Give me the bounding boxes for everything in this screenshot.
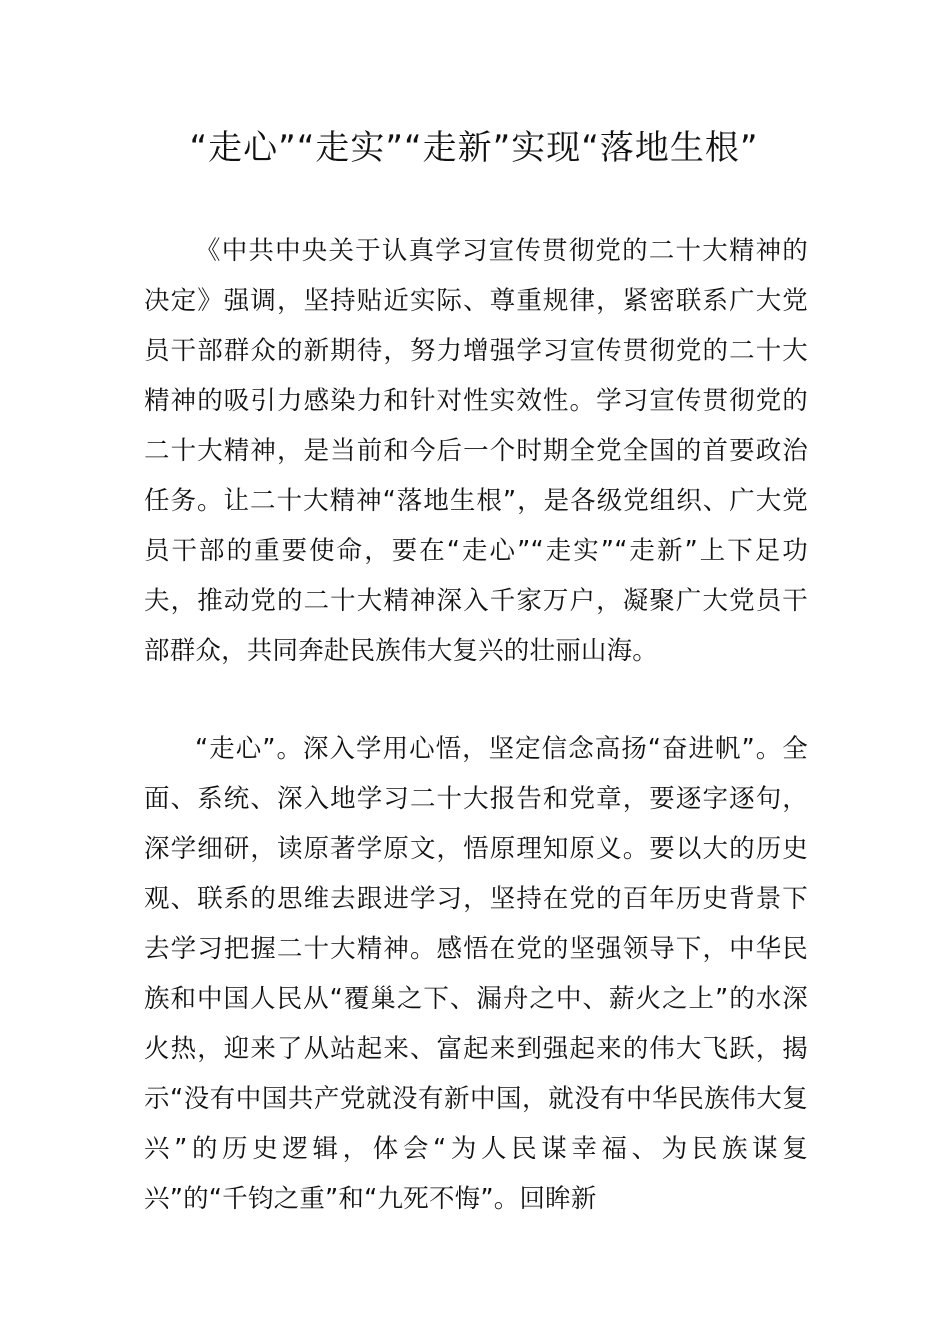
body-paragraph-2: “走心”。深入学用心悟，坚定信念高扬“奋进帆”。全面、系统、深入地学习二十大报告和党章，要逐字逐句，深学细研，读原著学原文，悟原理知原义。要以大的历史观、联系的思维去跟进学习，坚持在党的百年历史背景下去学习把握二十大精神。感悟在党的坚强领导下，中华民族和中国人民从“覆巢之下、漏舟之中、薪火之上”的水深火热，迎来了从站起来、富起来到强起来的伟大飞跃，揭示“没有中国共产党就没有新中国，就没有中华民族伟大复兴”的历史逻辑，体会“为人民谋幸福、为民族谋复兴”的“千钧之重”和“九死不悔”。回眸新 <box>144 734 808 1214</box>
body-paragraph-1: 《中共中央关于认真学习宣传贯彻党的二十大精神的决定》强调，坚持贴近实际、尊重规律，紧密联系广大党员干部群众的新期待，努力增强学习宣传贯彻党的二十大精神的吸引力感染力和针对性实效性。学习宣传贯彻党的二十大精神，是当前和今后一个时期全党全国的首要政治任务。让二十大精神“落地生根”，是各级党组织、广大党员干部的重要使命，要在“走心”“走实”“走新”上下足功夫，推动党的二十大精神深入千家万户，凝聚广大党员干部群众，共同奔赴民族伟大复兴的壮丽山海。 <box>144 236 808 666</box>
document-title: “走心”“走实”“走新”实现“落地生根” <box>189 128 759 168</box>
